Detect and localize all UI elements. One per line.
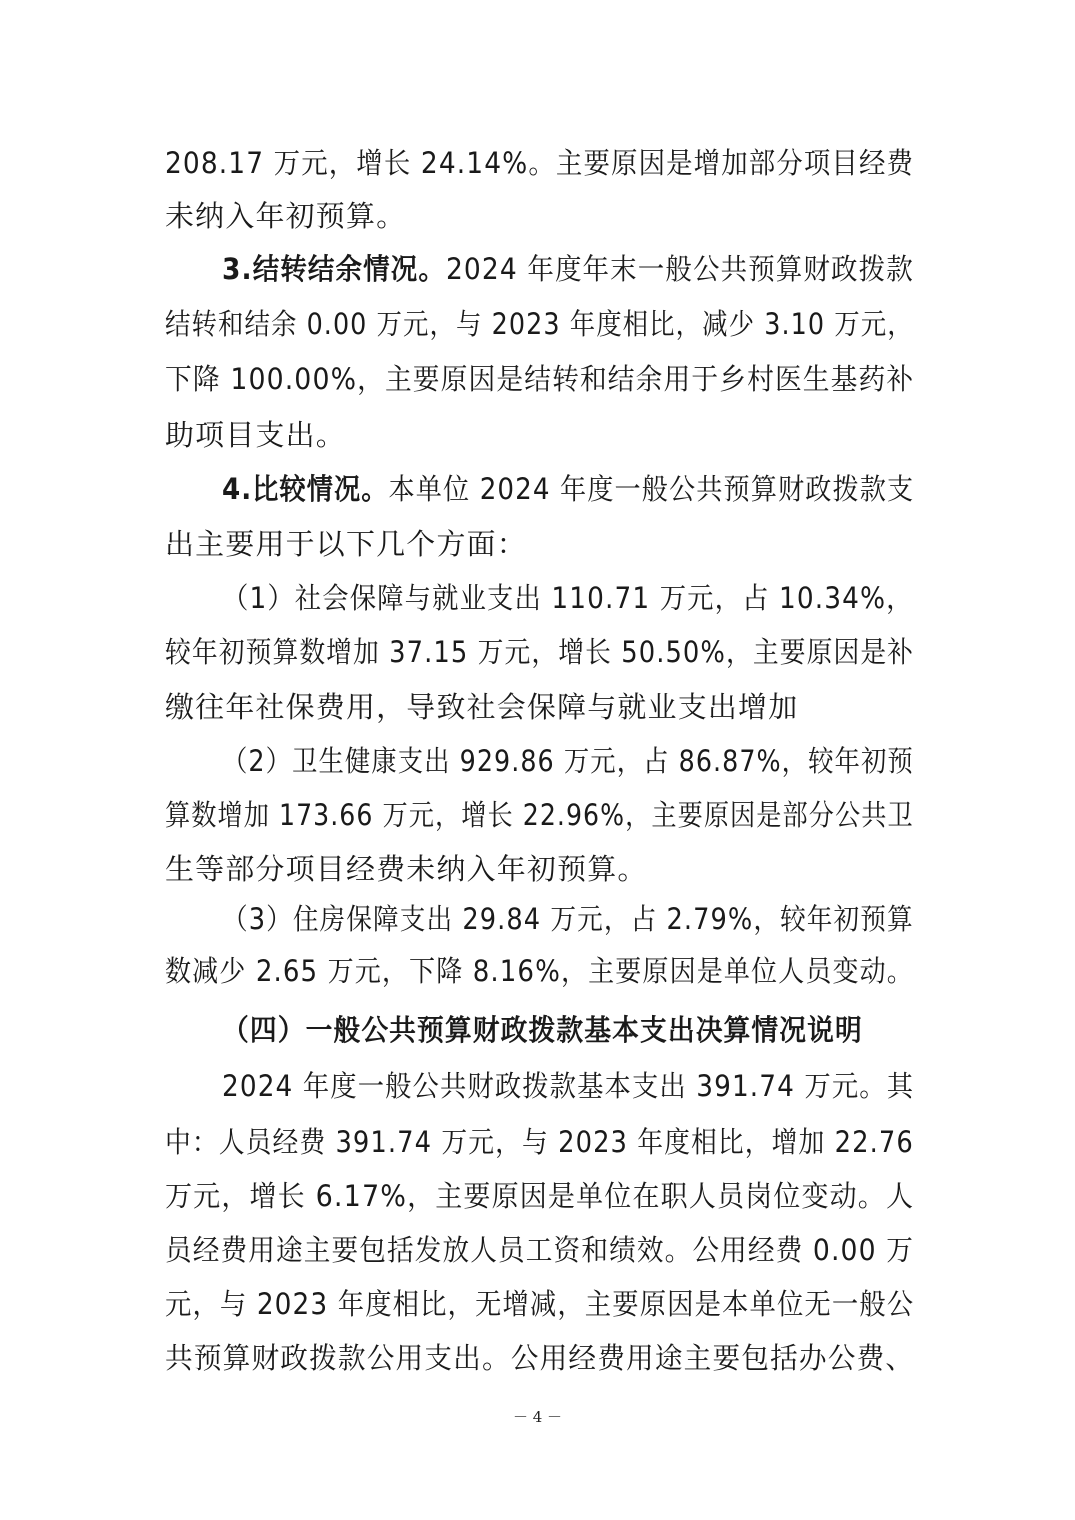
text-line: [222, 463, 914, 515]
text-line: [165, 1224, 914, 1276]
section-heading: [222, 1004, 914, 1056]
line-text: 缴往年社保费用，导致社会保障与就业支出增加: [165, 690, 799, 724]
line-text: 助项目支出。: [165, 418, 346, 452]
text-line: [222, 1060, 914, 1112]
line-text: 下降 100.00%，主要原因是结转和结余用于乡村医生基药补: [165, 362, 915, 396]
line-text: 较年初预算数增加 37.15 万元，增长 50.50%，主要原因是补: [165, 635, 915, 669]
text-line: [165, 843, 914, 895]
line-text: 员经费用途主要包括发放人员工资和绩效。公用经费 0.00 万: [165, 1233, 915, 1267]
line-text: 中：人员经费 391.74 万元，与 2023 年度相比，增加 22.76: [165, 1125, 914, 1159]
text-line: [165, 353, 914, 405]
text-line: [222, 735, 914, 787]
text-line: [165, 626, 914, 678]
text-line: [165, 137, 914, 189]
line-text: （四）一般公共预算财政拨款基本支出决算情况说明: [222, 1013, 863, 1047]
text-line: [165, 190, 914, 242]
line-text: 万元，增长 6.17%，主要原因是单位在职人员岗位变动。人: [165, 1179, 915, 1213]
text-line: [165, 789, 914, 841]
text-line: [222, 572, 914, 624]
line-text: （2）卫生健康支出 929.86 万元，占 86.87%，较年初预: [222, 744, 914, 778]
text-line: [165, 518, 914, 570]
text-line: [165, 1170, 914, 1222]
text-line: [165, 409, 914, 461]
line-text: 生等部分项目经费未纳入年初预算。: [165, 852, 648, 886]
text-line: [165, 1116, 914, 1168]
text-line: [165, 945, 914, 997]
line-text: 出主要用于以下几个方面：: [165, 527, 527, 561]
paragraph-lead: 4.比较情况。: [222, 472, 389, 506]
line-text: （1）社会保障与就业支出 110.71 万元，占 10.34%，: [222, 581, 914, 615]
line-text: 共预算财政拨款公用支出。公用经费用途主要包括办公费、: [165, 1341, 915, 1375]
line-text: 本单位 2024 年度一般公共预算财政拨款支: [388, 472, 915, 506]
line-text: 算数增加 173.66 万元，增长 22.96%，主要原因是部分公共卫: [165, 798, 914, 832]
text-line: [165, 1332, 914, 1384]
page-number: － 4 －: [512, 1408, 563, 1426]
text-line: [222, 243, 914, 295]
text-line: [222, 893, 914, 945]
line-text: 数减少 2.65 万元，下降 8.16%，主要原因是单位人员变动。: [165, 954, 914, 988]
line-text: 2024 年度一般公共财政拨款基本支出 391.74 万元。其: [222, 1069, 915, 1103]
paragraph-lead: 3.结转结余情况。: [222, 252, 446, 286]
text-line: [165, 1278, 914, 1330]
line-text: 结转和结余 0.00 万元，与 2023 年度相比，减少 3.10 万元，: [165, 307, 914, 341]
text-line: [165, 681, 914, 733]
text-line: [165, 298, 914, 350]
line-text: 未纳入年初预算。: [165, 199, 407, 233]
line-text: 元，与 2023 年度相比，无增减，主要原因是本单位无一般公: [165, 1287, 915, 1321]
line-text: （3）住房保障支出 29.84 万元，占 2.79%，较年初预算: [222, 902, 914, 936]
line-text: 208.17 万元，增长 24.14%。主要原因是增加部分项目经费: [165, 146, 915, 180]
line-text: 2024 年度年末一般公共预算财政拨款: [445, 252, 914, 286]
